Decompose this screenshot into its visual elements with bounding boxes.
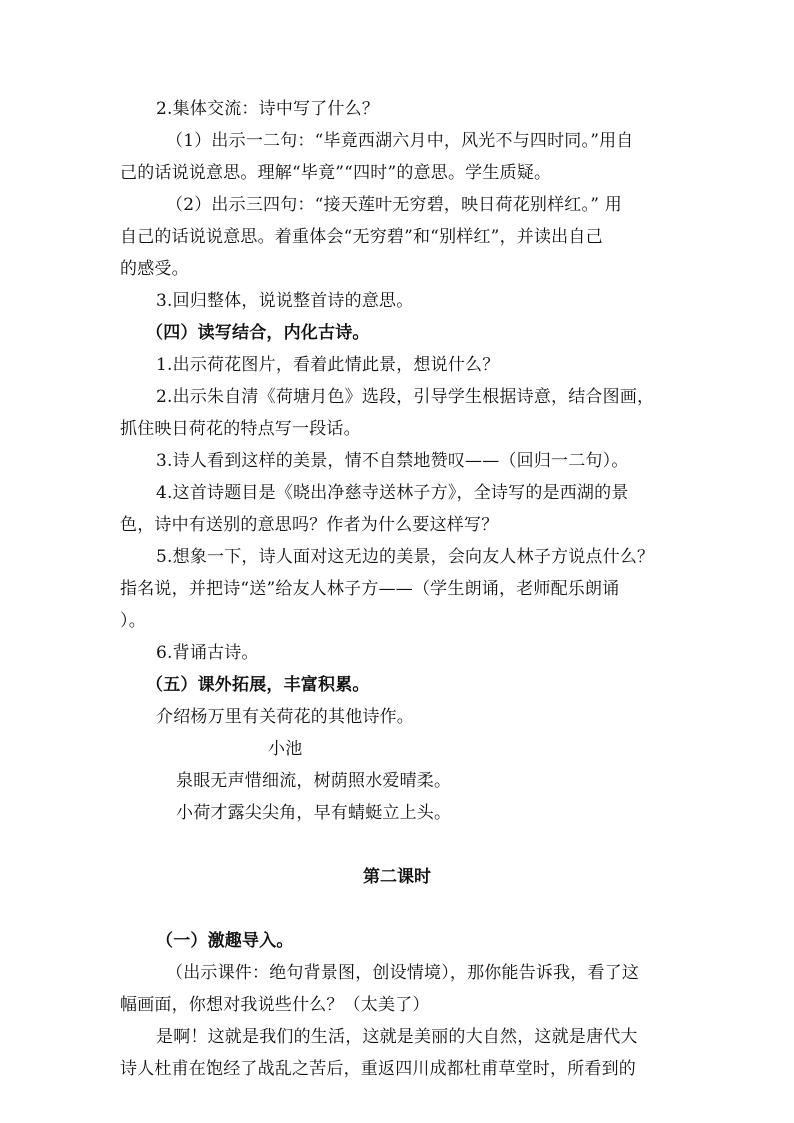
section-heading: （五）课外拓展，丰富积累。 — [146, 675, 370, 695]
text-line: 自己的话说说意思。着重体会“无穷碧”和“别样红”，并读出自己 — [120, 227, 603, 247]
poem-title: 小池 — [268, 739, 303, 759]
poem-line: 泉眼无声惜细流，树荫照水爱晴柔。 — [176, 771, 452, 791]
text-line: 5.想象一下，诗人面对这无边的美景，会向友人林子方说点什么？ — [156, 547, 655, 567]
text-line: 抓住映日荷花的特点写一段话。 — [120, 419, 361, 439]
poem-line: 小荷才露尖尖角，早有蜻蜓立上头。 — [176, 803, 452, 823]
text-line: （1）出示一二句：“毕竟西湖六月中，风光不与四时同。”用自 — [166, 131, 634, 151]
text-line: 1.出示荷花图片，看着此情此景，想说什么？ — [156, 355, 500, 375]
text-line: 介绍杨万里有关荷花的其他诗作。 — [156, 707, 414, 727]
text-line: 4.这首诗题目是《晓出净慈寺送林子方》，全诗写的是西湖的景 — [156, 483, 629, 503]
text-line: 的感受。 — [120, 259, 189, 279]
text-line: 6.背诵古诗。 — [156, 643, 259, 663]
text-line: 是啊！这就是我们的生活，这就是美丽的大自然，这就是唐代大 — [156, 1027, 638, 1047]
lesson-title: 第二课时 — [363, 867, 431, 887]
text-line: （2）出示三四句：“接天莲叶无穷碧，映日荷花别样红。” 用 — [166, 195, 622, 215]
text-line: 诗人杜甫在饱经了战乱之苦后，重返四川成都杜甫草堂时，所看到的 — [120, 1059, 636, 1079]
text-line: 3.回归整体，说说整首诗的意思。 — [156, 291, 414, 311]
text-line: ）。 — [120, 611, 146, 631]
text-line: 2.集体交流：诗中写了什么？ — [156, 99, 380, 119]
text-line: （出示课件：绝句背景图，创设情境），那你能告诉我，看了这 — [166, 963, 640, 983]
text-line: 2.出示朱自清《荷塘月色》选段，引导学生根据诗意，结合图画， — [156, 387, 655, 407]
section-heading: （一）激趣导入。 — [156, 931, 294, 951]
text-line: 指名说，并把诗“送”给友人林子方——（学生朗诵，老师配乐朗诵 — [120, 579, 620, 599]
text-line: 色，诗中有送别的意思吗？作者为什么要这样写？ — [120, 515, 499, 535]
text-line: 幅画面，你想对我说些什么？（太美了） — [120, 995, 430, 1015]
text-line: 3.诗人看到这样的美景，情不自禁地赞叹——（回归一二句）。 — [156, 451, 629, 471]
text-line: 己的话说说意思。理解“毕竟”“四时”的意思。学生质疑。 — [120, 163, 552, 183]
section-heading: （四）读写结合，内化古诗。 — [146, 323, 370, 343]
